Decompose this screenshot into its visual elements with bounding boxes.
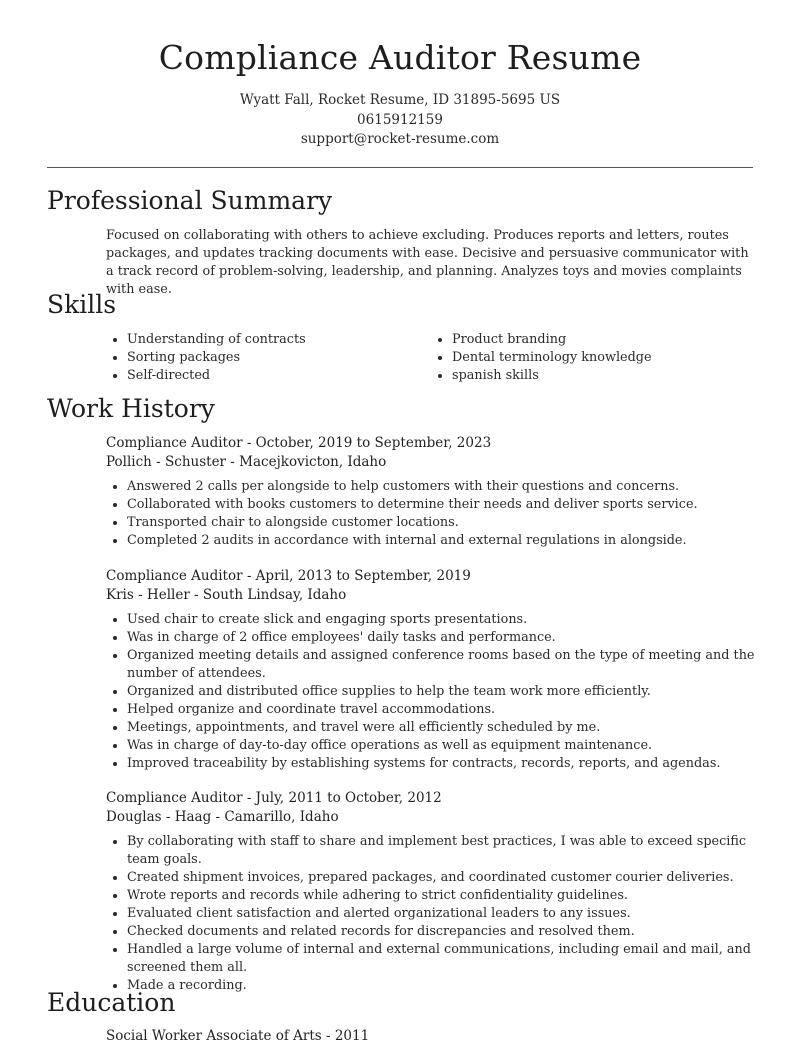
skills-heading: Skills [47,290,117,319]
skills-column-left [106,331,431,385]
job-bullet: • Answered 2 calls per alongside to help customers with their questions and concerns. [127,478,758,496]
job-bullet: • Organized meeting details and assigned conference rooms based on the type of meeting and the number of attendees. [127,647,758,683]
skill-item: • Self-directed [127,367,431,385]
job-bullet: • Meetings, appointments, and travel were all efficiently scheduled by me. [127,719,758,737]
job-bullet: • Was in charge of 2 office employees' daily tasks and performance. [127,629,758,647]
job-company: Douglas - Haag - Camarillo, Idaho [106,809,339,825]
contact-address: Wyatt Fall, Rocket Resume, ID 31895-5695 US [239,92,561,108]
contact-phone: 0615912159 [357,111,443,128]
job-bullet: • Checked documents and related records for discrepancies and resolved them. [127,923,758,941]
job-bullet: • Organized and distributed office supplies to help the team work more efficiently. [127,683,758,701]
job-bullet: • Collaborated with books customers to determine their needs and deliver sports service. [127,496,758,514]
job-title: Compliance Auditor - October, 2019 to September, 2023 [106,435,492,451]
job-bullet: • Wrote reports and records while adhering to strict confidentiality guidelines. [127,887,758,905]
job-bullet: • Improved traceability by establishing systems for contracts, records, reports, and agendas. [127,755,758,773]
job-bullet: • Handled a large volume of internal and external communications, including email and mail, and screened them all. [127,941,758,977]
contact-email[interactable]: support@rocket-resume.com [300,131,500,147]
job-bullet: • Completed 2 audits in accordance with internal and external regulations in alongside. [127,532,758,550]
job-company: Kris - Heller - South Lindsay, Idaho [106,587,347,603]
skills-column-right [431,331,756,385]
job-bullets [106,611,758,773]
job-bullet: • Evaluated client satisfaction and alerted organizational leaders to any issues. [127,905,758,923]
job-entry [106,567,758,773]
job-company: Pollich - Schuster - Macejkovicton, Idaho [106,454,387,470]
job-bullet: • By collaborating with staff to share and implement best practices, I was able to exceed specific team goals. [127,833,758,869]
resume-header [0,0,800,150]
summary-heading: Professional Summary [47,186,333,215]
resume-title: Compliance Auditor Resume [158,38,642,77]
skills-list [106,331,756,385]
skill-item: • Dental terminology knowledge [452,349,756,367]
education-entry: Social Worker Associate of Arts - 2011 [106,1028,370,1044]
job-entry [106,434,758,550]
job-entry [106,789,758,995]
education-heading: Education [47,988,176,1017]
job-bullet: • Helped organize and coordinate travel accommodations. [127,701,758,719]
summary-text: Focused on collaborating with others to achieve excluding. Produces reports and letters, routes packages, and updates tracking documents with ease. Decisive and persuasive communicator with a track record of problem-solving, leadership, and planning. Analyzes toys and movies complaints with ease. [106,228,749,297]
job-bullet: • Was in charge of day-to-day office operations as well as equipment maintenance. [127,737,758,755]
skill-item: • Understanding of contracts [127,331,431,349]
skill-item: • Product branding [452,331,756,349]
job-title: Compliance Auditor - July, 2011 to October, 2012 [106,790,442,806]
skill-item: • spanish skills [452,367,756,385]
job-bullet: • Transported chair to alongside customer locations. [127,514,758,532]
job-title: Compliance Auditor - April, 2013 to September, 2019 [106,568,471,584]
job-bullets [106,833,758,995]
work-history-heading: Work History [47,394,215,423]
job-bullets [106,478,758,550]
job-bullet: • Created shipment invoices, prepared packages, and coordinated customer courier deliveries. [127,869,758,887]
job-bullet: • Made a recording. [127,977,758,995]
job-bullet: • Used chair to create slick and engaging sports presentations. [127,611,758,629]
header-divider [47,167,753,168]
skill-item: • Sorting packages [127,349,431,367]
